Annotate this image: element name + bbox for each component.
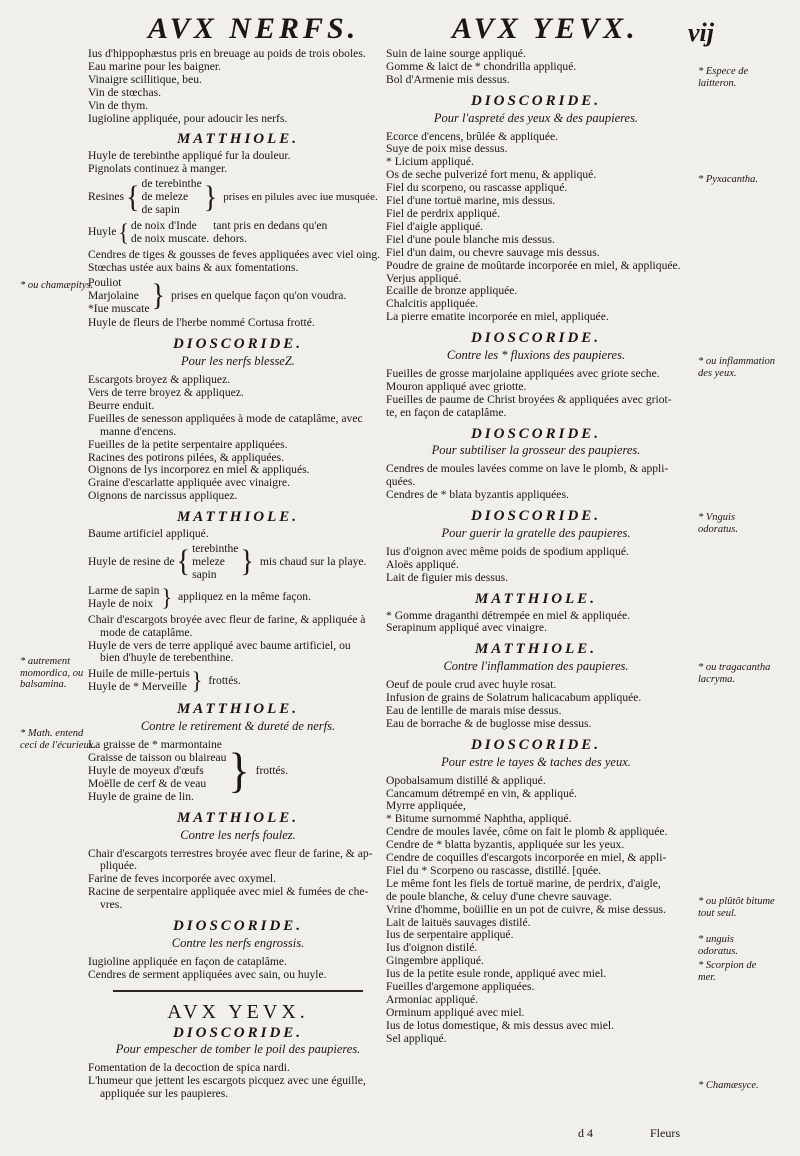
- text-line: Gomme & laict de * chondrilla appliqué.: [386, 59, 577, 73]
- running-head-left: AVX NERFS.: [148, 12, 360, 45]
- section-heading: DIOSCORIDE.: [172, 918, 304, 935]
- text-line: Serapinum appliqué avec vinaigre.: [386, 621, 547, 635]
- section-subheading: Pour les nerfs blesseZ.: [181, 354, 295, 369]
- text-line: Gingembre appliqué.: [386, 954, 484, 968]
- text-line: Fueilles de la petite serpentaire appliquées.: [88, 437, 288, 451]
- text-line: * Bitume surnommé Naphtha, appliqué.: [386, 812, 572, 826]
- text-line: Ius d'oignon avec même poids de spodium appliqué.: [386, 544, 629, 558]
- text-line: Fueilles de senesson appliquées à mode de cataplâme, avec: [88, 411, 363, 425]
- text-line: Oignons de lys incorporez en miel & appliqués.: [88, 463, 310, 477]
- text-line: Fiel d'une poule blanche mis dessus.: [386, 232, 555, 246]
- brace-item: Huyle de graine de lin.: [88, 789, 194, 803]
- text-line: Fueilles d'argemone appliquées.: [386, 980, 535, 994]
- text-line: bien d'huyle de terebenthine.: [100, 651, 234, 665]
- section-subheading: Pour l'aspreté des yeux & des paupieres.: [433, 110, 639, 125]
- text-line: Huyle de fleurs de l'herbe nommé Cortusa frotté.: [88, 316, 315, 330]
- text-line: Fueilles de paume de Christ broyées & appliquées avec griot-: [386, 392, 672, 406]
- text-line: Vers de terre broyez & appliquez.: [88, 386, 244, 400]
- right-sections: [386, 92, 686, 1046]
- brace-item: Hayle de noix: [88, 596, 154, 610]
- text-line: Aloës appliqué.: [386, 557, 459, 571]
- brace-item: de noix d'Inde: [130, 218, 197, 232]
- text-line: Orminum appliqué avec miel.: [386, 1005, 525, 1019]
- brace-group-resines: [88, 178, 388, 217]
- right-column: [386, 48, 686, 1046]
- text-line: Fiel de perdrix appliqué.: [386, 206, 500, 220]
- text-line: Oeuf de poule crud avec huyle rosat.: [386, 678, 557, 692]
- right-brace-icon: }: [191, 667, 203, 695]
- text-line: La pierre ematite incorporée en miel, appliquée.: [386, 310, 609, 324]
- section-subheading: Pour guerir la gratelle des paupieres.: [441, 526, 631, 540]
- text-line: Cendre de moules lavée, côme on fait le plomb & appliquée.: [386, 825, 668, 839]
- section-heading: DIOSCORIDE.: [470, 330, 602, 347]
- brace-text: tant pris en dedans qu'en dehors.: [213, 218, 328, 245]
- text-line: L'humeur que jettent les escargots picquez avec une éguille,: [88, 1074, 366, 1088]
- text-line: Ius de lotus domestique, & mis dessus avec miel.: [386, 1018, 614, 1032]
- text-line: Ius d'oignon distilé.: [386, 941, 478, 955]
- section-subheading: Contre les * fluxions des paupieres.: [446, 348, 626, 363]
- text-line: Oignons de narcissus appliquez.: [88, 489, 238, 503]
- text-line: Huyle de terebinthe appliqué fur la douleur.: [88, 149, 291, 163]
- text-line: Suye de poix mise dessus.: [386, 142, 508, 156]
- text-line: quées.: [386, 475, 416, 489]
- brace-text: prises en quelque façon qu'on voudra.: [170, 288, 347, 302]
- brace-item: meleze: [192, 554, 225, 568]
- margin-note: * Math. entend ceci de l'écurieux.: [20, 728, 96, 751]
- chapter-title: AVX YEVX.: [167, 1000, 309, 1023]
- left-brace-icon: {: [118, 218, 129, 247]
- text-line: Iugioline appliquée en façon de cataplâme.: [88, 954, 287, 968]
- text-line: Le même font les fiels de tortuë marine, de perdrix, d'aigle,: [386, 876, 661, 890]
- text-line: pliquée.: [100, 859, 138, 873]
- signature-mark: d 4: [578, 1126, 593, 1140]
- text-line: Suin de laine sourge appliqué.: [386, 47, 526, 60]
- brace-item: Larme de sapin: [88, 583, 160, 597]
- text-line: Fiel du scorpeno, ou rascasse appliqué.: [386, 181, 568, 195]
- text-line: te, en façon de cataplâme.: [386, 405, 507, 419]
- text-line: Chair d'escargots terrestres broyée avec fleur de farine, & ap-: [88, 846, 373, 860]
- brace-text: mis chaud sur la playe.: [259, 554, 367, 568]
- brace-group-marjolaine: [88, 277, 388, 316]
- text-line: Os de seche pulverizé fort menu, & appliqué.: [386, 168, 597, 182]
- brace-item: Huyle de * Merveille: [88, 680, 187, 694]
- section-subheading: Contre les nerfs engrossis.: [171, 935, 305, 950]
- text-line: Vinaigre scillitique, beu.: [88, 72, 202, 86]
- margin-note: * ou inflammation des yeux.: [698, 356, 776, 379]
- section-heading: DIOSCORIDE.: [172, 336, 304, 353]
- folio-number: vij: [688, 18, 714, 47]
- text-line: Huyle de vers de terre appliqué avec baume artificiel, ou: [88, 638, 351, 652]
- text-line: Pignolats continuez à manger.: [88, 162, 228, 176]
- brace-text: appliquez en la même façon.: [178, 590, 311, 604]
- brace-item: de sapin: [141, 202, 180, 216]
- text-line: Cendres de tiges & gousses de feves appliquées avec viel oing.: [88, 247, 381, 261]
- text-line: Cendre de coquilles d'escargots incorporée en miel, & appli-: [386, 851, 667, 865]
- text-line: Fiel du * Scorpeno ou rascasse, distillé. [quée.: [386, 863, 602, 877]
- text-line: appliquée sur les paupieres.: [100, 1087, 229, 1101]
- section-heading: MATTHIOLE.: [176, 509, 300, 526]
- margin-note: * unguis odoratus.: [698, 934, 738, 957]
- text-line: Lait de figuier mis dessus.: [386, 570, 509, 584]
- text-line: Cendres de serment appliquées avec sain, ou huyle.: [88, 967, 327, 981]
- margin-note: * autrement momordica, ou balsamina.: [20, 656, 84, 690]
- brace-label: Resines: [88, 190, 125, 204]
- text-line: Fueilles de grosse marjolaine appliquées avec griote seche.: [386, 366, 660, 380]
- brace-item: Pouliot: [88, 275, 122, 289]
- left-brace-icon: {: [176, 544, 191, 579]
- text-line: Fiel d'un daim, ou chevre sauvage mis dessus.: [386, 245, 600, 259]
- margin-note: * Pyxacantha.: [698, 174, 759, 185]
- right-brace-icon: }: [240, 544, 254, 579]
- section-heading: MATTHIOLE.: [176, 701, 300, 718]
- text-line: Myrre appliquée,: [386, 799, 466, 813]
- margin-note: * Scorpion de mer.: [698, 960, 757, 983]
- text-line: Beurre enduit.: [88, 398, 155, 412]
- text-line: Bol d'Armenie mis dessus.: [386, 72, 510, 86]
- margin-note: * Espece de laitteron.: [698, 66, 749, 89]
- section-heading: DIOSCORIDE.: [470, 92, 602, 109]
- text-line: Cancamum détrempé en vin, & appliqué.: [386, 786, 577, 800]
- brace-group-huyle: [88, 219, 388, 247]
- left-brace-icon: {: [126, 179, 140, 215]
- brace-item: de terebinthe: [141, 177, 202, 191]
- brace-item: Marjolaine: [88, 288, 139, 302]
- text-line: mode de cataplâme.: [100, 625, 193, 639]
- section-subheading: Pour empescher de tomber le poil des paupieres.: [115, 1042, 361, 1057]
- section-heading: DIOSCORIDE.: [470, 736, 602, 753]
- text-line: Fiel d'aigle appliqué.: [386, 219, 484, 233]
- text-line: Vrine d'homme, boüillie en un pot de cuivre, & mise dessus.: [386, 902, 666, 916]
- text-line: Verjus appliqué.: [386, 271, 462, 285]
- section-heading: MATTHIOLE.: [176, 131, 300, 148]
- text-line: Eau de lentille de marais mise dessus.: [386, 703, 562, 717]
- brace-item: *Iue muscate: [88, 301, 150, 315]
- margin-note: * ou plûtôt bitume tout seul.: [698, 896, 775, 919]
- text-line: Poudre de graine de moûtarde incorporée en miel, & appliquée.: [386, 258, 681, 272]
- text-line: Ius d'hippophæstus pris en breuage au poids de trois oboles.: [88, 47, 366, 60]
- right-brace-icon: }: [228, 743, 250, 798]
- margin-note: * ou chamæpitys.: [20, 280, 94, 291]
- running-head-right: AVX YEVX.: [452, 12, 639, 45]
- text-line: Racine de serpentaire appliquée avec miel & fumées de che-: [88, 885, 369, 899]
- text-line: Graine d'escarlatte appliquée avec vinaigre.: [88, 476, 290, 490]
- text-line: Ius de serpentaire appliqué.: [386, 928, 514, 942]
- margin-note: * Chamæsyce.: [698, 1080, 759, 1091]
- section-heading: MATTHIOLE.: [176, 809, 300, 826]
- text-line: Cendres de moules lavées comme on lave le plomb, & appli-: [386, 462, 669, 476]
- text-line: * Gomme draganthi détrempée en miel & appliquée.: [386, 608, 631, 622]
- section-heading: DIOSCORIDE.: [470, 425, 602, 442]
- margin-note: * ou tragacantha lacryma.: [698, 662, 771, 685]
- text-line: Ecaille de bronze appliquée.: [386, 284, 518, 298]
- section-subheading: Contre l'inflammation des paupieres.: [443, 659, 629, 674]
- brace-group-larme: [88, 584, 388, 612]
- text-line: Racines des potirons pilées, & appliquées.: [88, 450, 285, 464]
- brace-item: Huyle de moyeux d'œufs: [88, 763, 204, 777]
- right-brace-icon: }: [151, 278, 165, 313]
- brace-text: frottés.: [255, 763, 289, 777]
- text-line: Opobalsamum distillé & appliqué.: [386, 773, 546, 787]
- section-subheading: Contre les nerfs foulez.: [180, 827, 296, 842]
- brace-item: sapin: [192, 567, 217, 581]
- brace-item: de noix muscate.: [130, 231, 210, 245]
- brace-item: Huile de mille-pertuis: [88, 667, 190, 681]
- brace-group-resine: [88, 543, 388, 582]
- section-subheading: Pour subtiliser la grosseur des paupieres.: [431, 443, 641, 458]
- brace-item: de meleze: [141, 190, 189, 204]
- text-line: Cendres de * blata byzantis appliquées.: [386, 488, 569, 502]
- text-line: Vin de stœchas.: [88, 85, 162, 99]
- right-brace-icon: }: [161, 583, 173, 611]
- brace-item: Graisse de taisson ou blaireau: [88, 751, 227, 765]
- section-heading: DIOSCORIDE.: [470, 508, 602, 525]
- section-subheading: Contre le retirement & dureté de nerfs.: [140, 719, 336, 734]
- text-line: vres.: [100, 898, 123, 912]
- margin-note: * Vnguis odoratus.: [698, 512, 738, 535]
- text-line: de poule blanche, & celuy d'une chevre sauvage.: [386, 889, 612, 903]
- text-line: manne d'encens.: [100, 424, 177, 438]
- brace-group-mille: [88, 667, 388, 695]
- text-line: Farine de feves incorporée avec oxymel.: [88, 872, 276, 886]
- text-line: Vin de thym.: [88, 98, 149, 112]
- section-heading: DIOSCORIDE.: [172, 1024, 304, 1041]
- text-line: Escargots broyez & appliquez.: [88, 373, 231, 387]
- text-line: Ecorce d'encens, brûlée & appliquée.: [386, 129, 559, 143]
- right-brace-icon: }: [203, 179, 218, 215]
- catchword: Fleurs: [650, 1126, 680, 1140]
- text-line: Lait de laituës sauvages distilé.: [386, 915, 531, 929]
- brace-item: terebinthe: [192, 542, 239, 555]
- text-line: Fiel d'une tortuë marine, mis dessus.: [386, 194, 556, 208]
- brace-label: Huyle de resine de: [88, 554, 175, 568]
- brace-text: prises en pilules avec iue musquée.: [223, 191, 378, 204]
- text-line: Iugioline appliquée, pour adoucir les nerfs.: [88, 111, 288, 125]
- brace-text: frottés.: [208, 673, 241, 687]
- text-line: Baume artificiel appliqué.: [88, 527, 209, 541]
- text-line: Eau de borrache & de buglosse mise dessus.: [386, 716, 592, 730]
- left-column: [88, 48, 388, 1101]
- section-subheading: Pour estre le tayes & taches des yeux.: [441, 754, 631, 769]
- section-heading: MATTHIOLE.: [474, 641, 598, 658]
- text-line: Sel appliqué.: [386, 1031, 447, 1045]
- text-line: Stœchas ustée aux bains & aux fomentations.: [88, 260, 299, 274]
- text-line: Fomentation de la decoction de spica nardi.: [88, 1061, 290, 1075]
- brace-label: Huyle: [88, 225, 117, 239]
- text-line: Mouron appliqué avec griotte.: [386, 379, 527, 393]
- text-line: Infusion de grains de Solatrum halicacabum appliquée.: [386, 691, 642, 705]
- text-line: Cendre de * blatta byzantis, appliquée sur les yeux.: [386, 838, 625, 852]
- section-heading: MATTHIOLE.: [474, 590, 598, 607]
- brace-item: Moëlle de cerf & de veau: [88, 776, 207, 790]
- text-line: Armoniac appliqué.: [386, 993, 479, 1006]
- text-line: Chalcitis appliquée.: [386, 297, 479, 311]
- text-line: * Licium appliqué.: [386, 155, 474, 169]
- brace-group-graisse: [88, 739, 388, 804]
- text-line: Ius de la petite esule ronde, appliqué avec miel.: [386, 967, 607, 981]
- text-line: Chair d'escargots broyée avec fleur de farine, & appliquée à: [88, 612, 366, 626]
- brace-item: La graisse de * marmontaine: [88, 738, 222, 752]
- text-line: Eau marine pour les baigner.: [88, 59, 221, 73]
- section-divider: [113, 990, 363, 992]
